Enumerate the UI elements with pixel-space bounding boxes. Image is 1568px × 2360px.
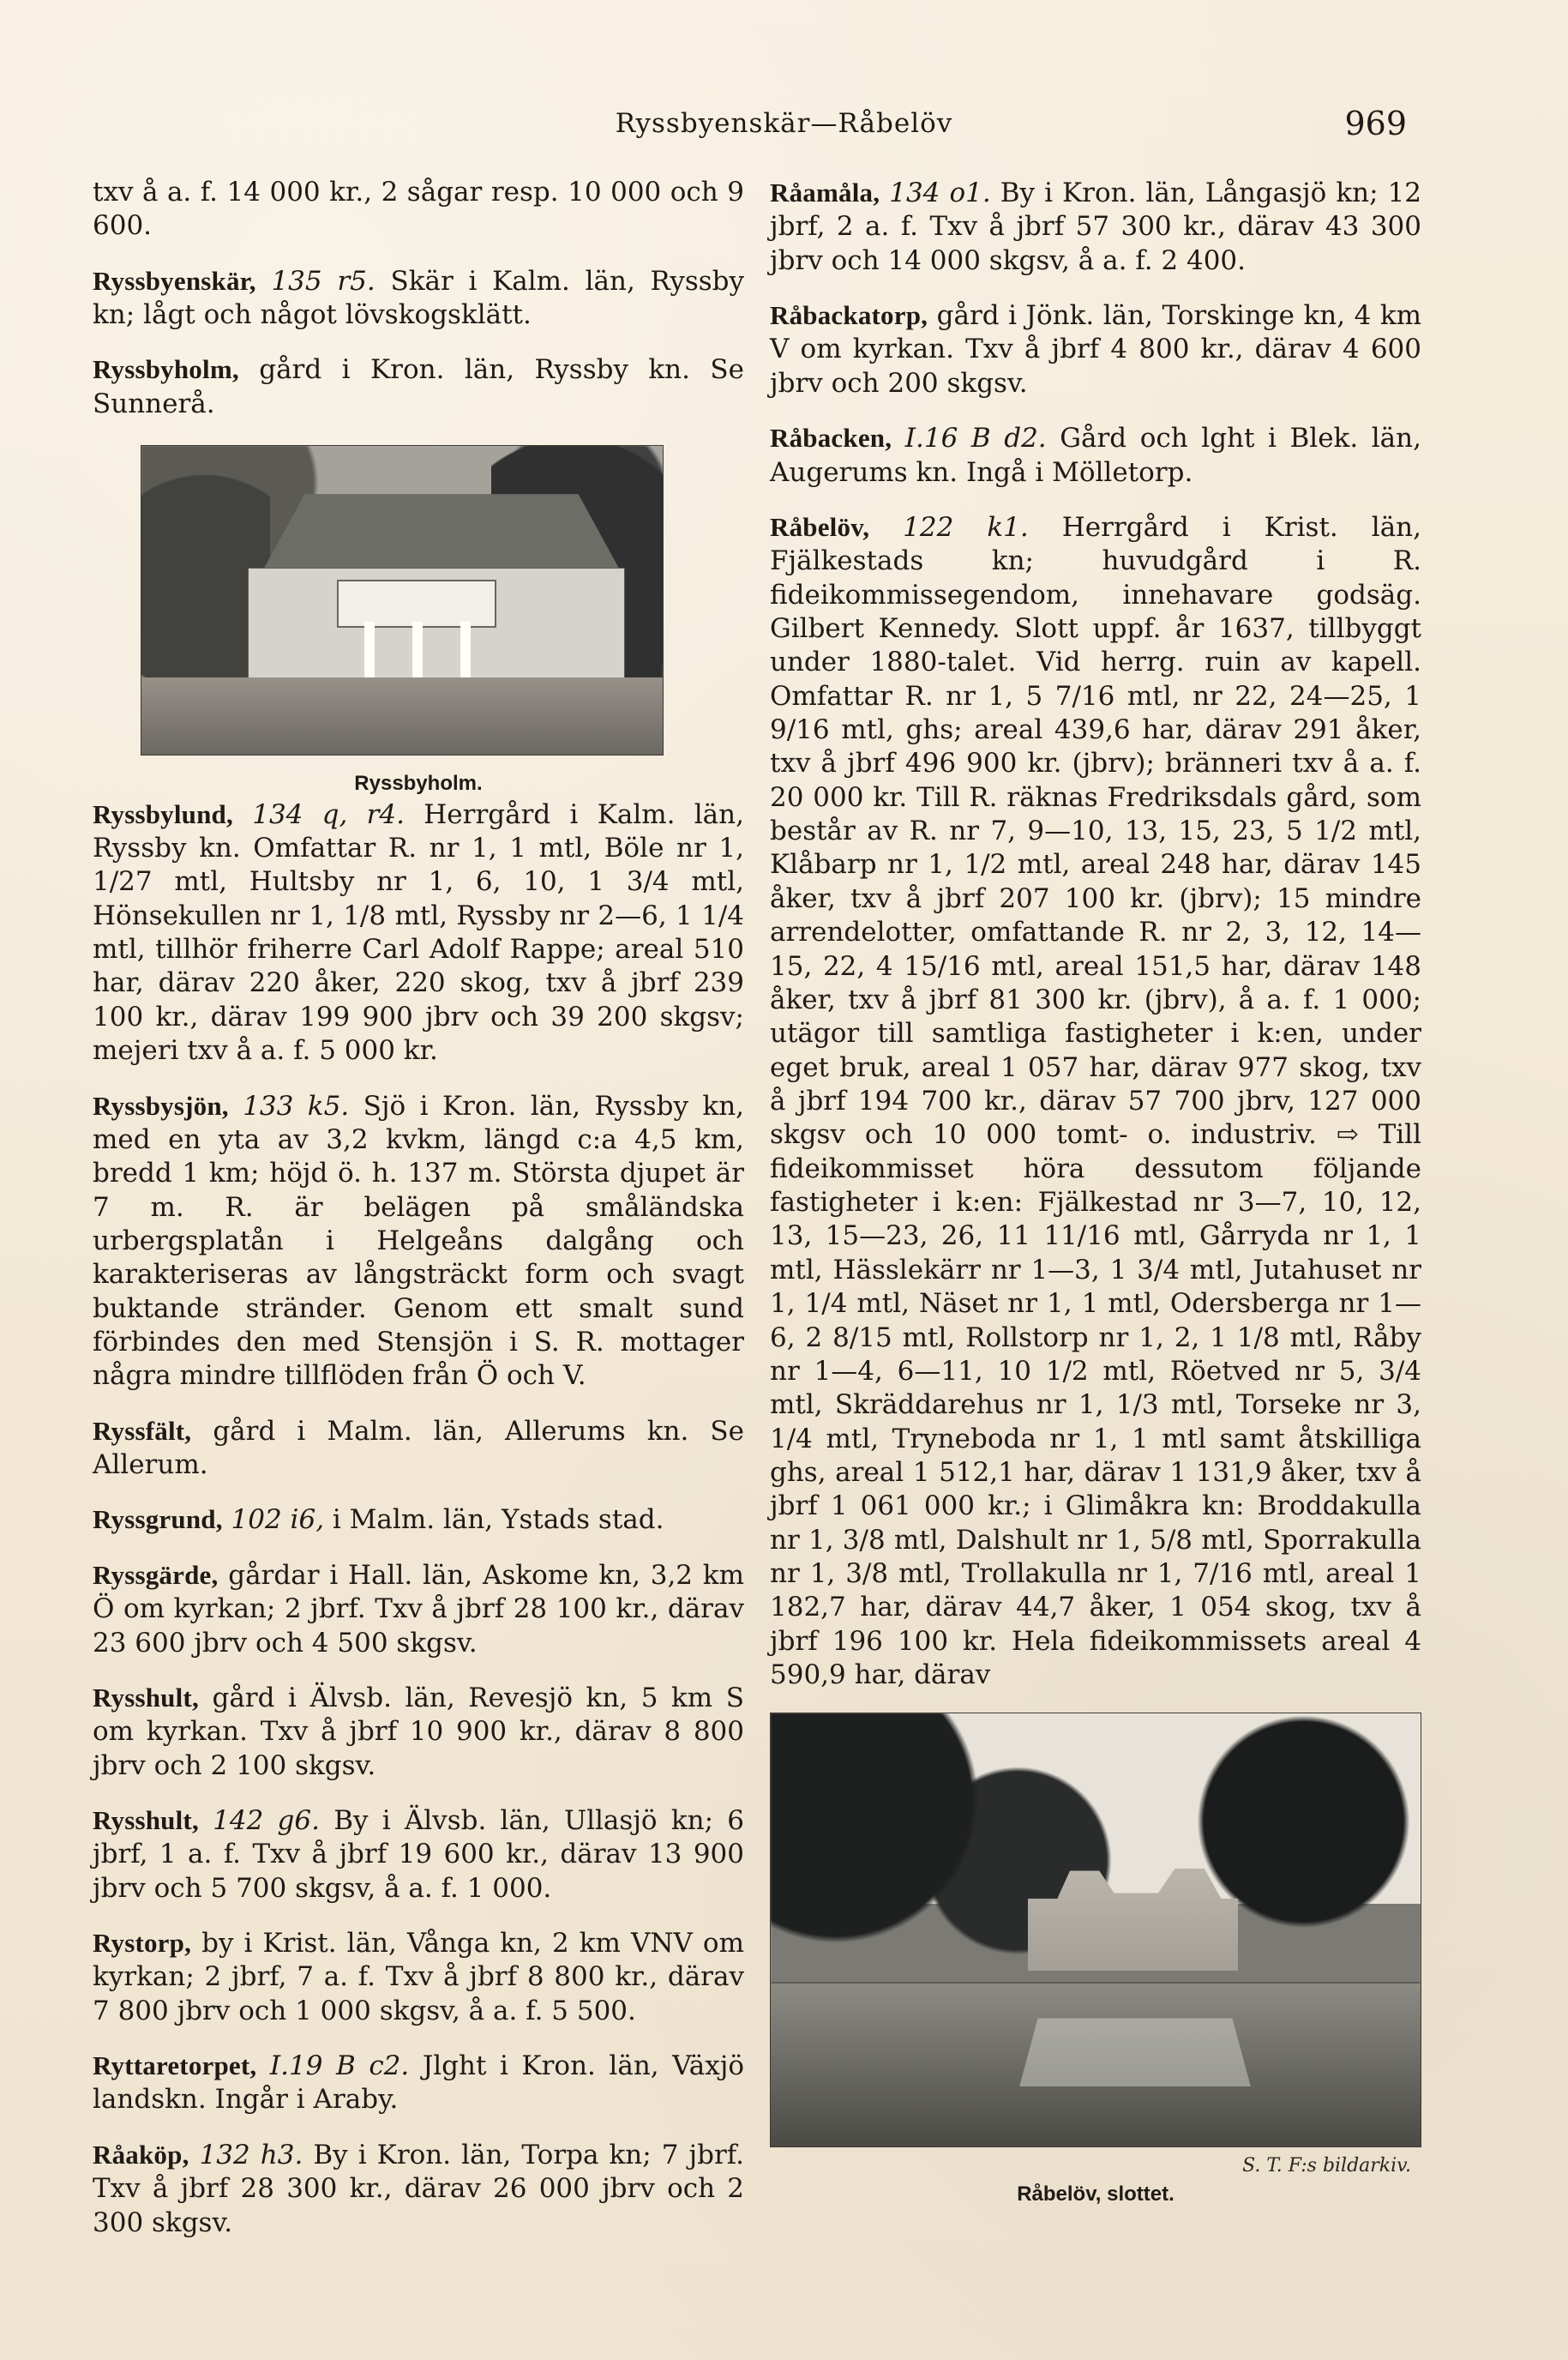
entry-ref: 132 h3. <box>199 2139 303 2170</box>
entry-ryttaretorpet <box>93 2049 744 2117</box>
entry-ryssbyholm <box>93 352 744 421</box>
entry-0 <box>93 176 744 244</box>
castle-building <box>1028 1859 1238 1971</box>
entry-ref: 134 o1. <box>889 178 991 208</box>
entry-raamala <box>770 176 1421 278</box>
entry-text: txv å a. f. 14 000 kr., 2 sågar resp. 10 000 och 9 600. <box>93 177 744 242</box>
entry-ryssfalt <box>93 1414 744 1483</box>
entry-lead: Råaköp, <box>93 2139 189 2170</box>
entry-text: By i Kron. län, Torpa kn; 7 jbrf. Txv å jbrf 28 300 kr., därav 26 000 jbrv och 2 300 skgsv. <box>93 2139 745 2238</box>
entry-text: By i Älvsb. län, Ullasjö kn; 6 jbrf, 1 a. f. Txv å jbrf 19 600 kr., därav 13 900 jbrv och 5 700 skgsv, å a. f. 1 000. <box>93 1804 744 1904</box>
entry-raakop <box>93 2138 744 2240</box>
entry-ryssbysjon <box>93 1089 744 1394</box>
entry-lead: Råbelöv, <box>770 511 870 542</box>
entry-text: By i Kron. län, Långasjö kn; 12 jbrf, 2 a. f. Txv å jbrf 57 300 kr., därav 43 300 jbrv och 14 000 skgsv, å a. f. 2 400. <box>770 178 1422 276</box>
house-balcony <box>337 580 496 628</box>
entry-text: Herrgård i Kalm. län, Ryssby kn. Omfattar R. nr 1, 1 mtl, Böle nr 1, 1/27 mtl, Hultsby nr 1, 6, 10, 1 3/4 mtl, Hönsekullen nr 1, 1/8 mtl, Ryssby nr 2—6, 1 1/4 mtl, tillhör friherre Carl Adolf Rappe; areal 510 har, därav 220 åker, 220 skog, txv å jbrf 239 100 kr., därav 199 900 jbrv och 39 200 skgsv; mejeri txv å a. f. 5 000 kr. <box>93 798 744 1067</box>
right-column <box>770 176 1421 2208</box>
entry-lead: Ryttaretorpet, <box>93 2050 257 2081</box>
entry-ryssgrund <box>93 1502 744 1537</box>
entry-text: Gård och lght i Blek. län, Augerums kn. Ingå i Mölletorp. <box>770 423 1421 488</box>
rabelov-photo <box>770 1713 1421 2147</box>
entry-ref: 122 k1. <box>903 511 1029 543</box>
entry-ref: I.19 B c2. <box>269 2050 410 2082</box>
ryssbyholm-caption: Ryssbyholm. <box>354 772 483 796</box>
entry-lead: Råbacken, <box>770 423 892 454</box>
entry-text: Herrgård i Krist. län, Fjälkestads kn; huvudgård i R. fideikommissegendom, innehavare godsäg. Gilbert Kennedy. Slott uppf. år 1637, tillbyggt under 1880-talet. Vid herrg. ruin av kapell. Omfattar R. nr 1, 5 7/16 mtl, nr 22, 24—25, 1 9/16 mtl, ghs; areal 439,6 har, därav 291 åker, txv å jbrf 496 900 kr. (jbrv); bränneri txv å a. f. 20 000 kr. Till R. räknas Fredriksdals gård, som består av R. nr 7, 9—10, 13, 15, 23, 5 1/2 mtl, Klåbarp nr 1, 1/2 mtl, areal 248 har, därav 145 åker, txv å jbrf 207 100 kr. (jbrv); 15 mindre arrendelotter, omfattande R. nr 2, 3, 12, 14—15, 22, 4 15/16 mtl, areal 151,5 har, därav 148 åker, txv å jbrf 81 300 kr. (jbrv), å a. f. 1 000; utägor till samtliga fastigheter i k:en, under eget bruk, areal 1 057 har, därav 977 skog, txv å jbrf 194 700 kr., därav 57 700 jbrv, 127 000 skgsv och 10 000 tomt- o. industriv. ⇨ Till fideikommisset höra dessutom följande fastigheter i k:en: Fjälkestad nr 3—7, 10, 12, 13, 15—23, 26, 11 11/16 mtl, Gårryda nr 1, 1 mtl, Hässlekärr nr 1—3, 1 3/4 mtl, Jutahuset nr 1, 1/4 mtl, Näset nr 1, 1 mtl, Odersberga nr 1—6, 2 8/15 mtl, Rollstorp nr 1, 2, 1 1/8 mtl, Råby nr 1—4, 6—11, 10 1/2 mtl, Röetved nr 5, 3/4 mtl, Skräddarehus nr 1, 1/3 mtl, Torseke nr 3, 1/4 mtl, Tryneboda nr 1, 1 mtl samt åtskilliga ghs, areal 1 512,1 har, därav 1 131,9 åker, txv å jbrf 1 061 000 kr.; i Glimåkra kn: Broddakulla nr 1, 3/8 mtl, Dalshult nr 1, 5/8 mtl, Sporrakulla nr 1, 3/8 mtl, Trollakulla nr 1, 7/16 mtl, areal 1 182,7 har, därav 44,7 åker, 1 054 skog, txv å jbrf 196 100 kr. Hela fideikommissets areal 4 590,9 har, därav <box>770 511 1421 1691</box>
entry-rabacken <box>770 421 1421 490</box>
entry-ryssbylund <box>93 798 744 1069</box>
entry-text: Jlght i Kron. län, Växjö landskn. Ingår i Araby. <box>93 2050 744 2116</box>
entry-text: gårdar i Hall. län, Askome kn, 3,2 km Ö om kyrkan; 2 jbrf. Txv å jbrf 28 100 kr., därav 23 600 jbrv och 4 500 skgsv. <box>93 1559 744 1659</box>
entry-rabelov <box>770 510 1421 1693</box>
entry-ref: I.16 B d2. <box>904 423 1047 455</box>
entry-text: i Malm. län, Ystads stad. <box>332 1504 664 1536</box>
entry-text: by i Krist. län, Vånga kn, 2 km VNV om kyrkan; 2 jbrf, 7 a. f. Txv å jbrf 8 800 kr., därav 7 800 jbrv och 1 000 skgsv, å a. f. 5 500. <box>93 1928 744 2026</box>
castle-reflection <box>1019 2018 1251 2086</box>
left-column <box>93 176 744 2261</box>
entry-text: gård i Kron. län, Ryssby kn. Se Sunnerå. <box>93 354 744 419</box>
entry-text: Sjö i Kron. län, Ryssby kn, med en yta av 3,2 kvkm, längd c:a 4,5 km, bredd 1 km; höjd ö. h. 137 m. Största djupet är 7 m. R. är belägen på småländska urbergsplatån i Helgeåns dalgång och karakteriseras av långsträckt form och svagt buktande stränder. Genom ett smalt sund förbindes den med Stensjön i S. R. mottager några mindre tillflöden från Ö och V. <box>93 1090 745 1392</box>
entry-lead: Ryssgärde, <box>93 1559 219 1590</box>
entry-text: gård i Älvsb. län, Revesjö kn, 5 km S om kyrkan. Txv å jbrf 10 900 kr., därav 8 800 jbrv och 2 100 skgsv. <box>93 1682 744 1781</box>
house-roof <box>261 494 622 573</box>
entry-lead: Ryssfält, <box>93 1415 192 1446</box>
entry-ref: 142 g6. <box>213 1804 320 1836</box>
entry-lead: Råamåla, <box>770 178 880 208</box>
entry-lead: Ryssbysjön, <box>93 1090 229 1121</box>
entry-lead: Ryssbylund, <box>93 798 233 829</box>
entry-ref: 133 k5. <box>243 1090 350 1122</box>
entry-ref: 134 q, r4. <box>252 798 405 830</box>
entry-rysshult-1 <box>93 1681 744 1783</box>
page-header-title: Ryssbyenskär—Råbelöv <box>615 108 953 139</box>
entry-rystorp <box>93 1926 744 2028</box>
page-number: 969 <box>1344 105 1407 142</box>
ryssbyholm-photo <box>141 445 664 756</box>
entry-lead: Ryssbyenskär, <box>93 265 256 296</box>
entry-lead: Råbackatorp, <box>770 300 928 331</box>
house-ground <box>141 677 663 755</box>
entry-lead: Rysshult, <box>93 1804 199 1835</box>
entry-text: gård i Jönk. län, Torskinge kn, 4 km V om kyrkan. Txv å jbrf 4 800 kr., därav 4 600 jbrv och 200 skgsv. <box>770 300 1421 399</box>
entry-lead: Ryssbyholm, <box>93 354 239 385</box>
entry-text: gård i Malm. län, Allerums kn. Se Allerum. <box>93 1415 744 1481</box>
entry-ref: 135 r5. <box>271 265 375 297</box>
entry-ryssgarde <box>93 1558 744 1660</box>
entry-rabackatorp <box>770 298 1421 400</box>
entry-text: Skär i Kalm. län, Ryssby kn; lågt och något lövskogsklätt. <box>93 265 745 331</box>
photo-credit: S. T. F:s bildarkiv. <box>1242 2155 1411 2177</box>
entry-lead: Rysshult, <box>93 1682 199 1713</box>
entry-rysshult-2 <box>93 1803 744 1905</box>
rabelov-caption: Råbelöv, slottet. <box>1017 2182 1174 2206</box>
entry-ref: 102 i6, <box>231 1504 325 1536</box>
entry-ryssbyenskar <box>93 264 744 333</box>
entry-lead: Ryssgrund, <box>93 1504 223 1535</box>
entry-lead: Rystorp, <box>93 1928 192 1959</box>
